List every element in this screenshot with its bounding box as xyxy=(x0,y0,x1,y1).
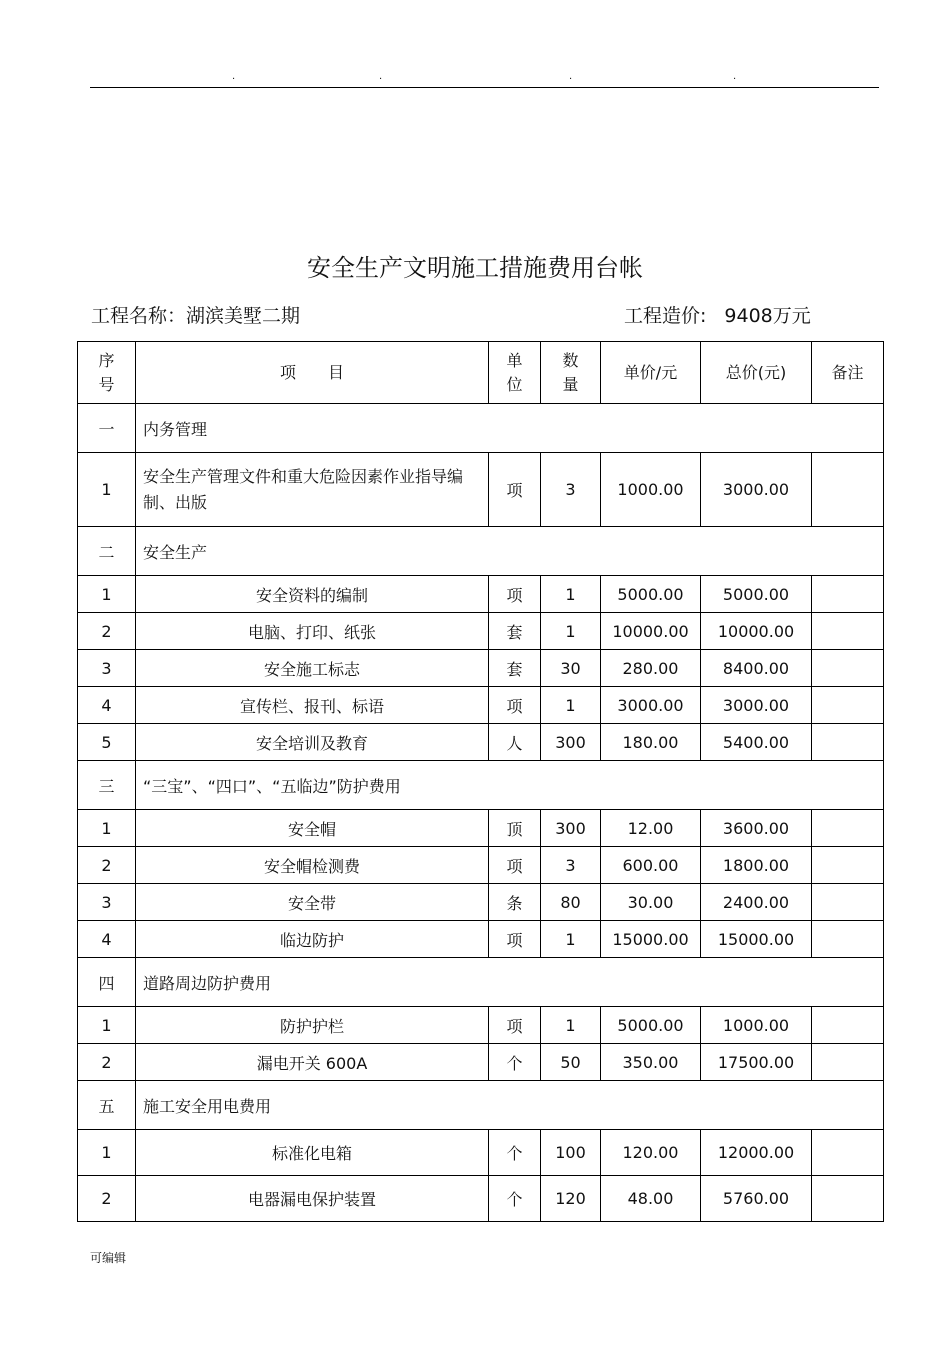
row-total: 15000.00 xyxy=(701,921,812,958)
row-item: 标准化电箱 xyxy=(136,1130,489,1176)
row-price: 5000.00 xyxy=(601,576,701,613)
section-row xyxy=(78,527,884,576)
row-note xyxy=(812,884,884,921)
row-note xyxy=(812,921,884,958)
table-row xyxy=(78,1044,884,1081)
row-price: 1000.00 xyxy=(601,453,701,527)
column-header: 备注 xyxy=(812,342,884,404)
row-total: 5760.00 xyxy=(701,1176,812,1222)
row-note xyxy=(812,1007,884,1044)
row-qty: 50 xyxy=(541,1044,601,1081)
row-total: 3000.00 xyxy=(701,453,812,527)
row-note xyxy=(812,847,884,884)
row-qty: 1 xyxy=(541,921,601,958)
row-price: 12.00 xyxy=(601,810,701,847)
row-note xyxy=(812,453,884,527)
row-item: 宣传栏、报刊、标语 xyxy=(136,687,489,724)
column-header: 数量 xyxy=(541,342,601,404)
cost-info xyxy=(624,301,811,328)
row-note xyxy=(812,1176,884,1222)
row-unit: 套 xyxy=(489,650,541,687)
row-item: 安全资料的编制 xyxy=(136,576,489,613)
row-total: 8400.00 xyxy=(701,650,812,687)
row-unit: 项 xyxy=(489,1007,541,1044)
table-row xyxy=(78,687,884,724)
row-item: 临边防护 xyxy=(136,921,489,958)
row-price: 30.00 xyxy=(601,884,701,921)
row-qty: 100 xyxy=(541,1130,601,1176)
row-no: 2 xyxy=(78,613,136,650)
row-unit: 项 xyxy=(489,453,541,527)
row-no: 1 xyxy=(78,1130,136,1176)
row-price: 600.00 xyxy=(601,847,701,884)
row-no: 4 xyxy=(78,921,136,958)
row-qty: 300 xyxy=(541,724,601,761)
cost-label: 工程造价: xyxy=(624,305,707,327)
row-qty: 1 xyxy=(541,1007,601,1044)
column-header: 项 目 xyxy=(136,342,489,404)
row-unit: 项 xyxy=(489,576,541,613)
row-total: 1000.00 xyxy=(701,1007,812,1044)
row-price: 350.00 xyxy=(601,1044,701,1081)
row-no: 1 xyxy=(78,810,136,847)
document-title: 安全生产文明施工措施费用台帐 xyxy=(307,254,643,282)
row-item: 漏电开关 600A xyxy=(136,1044,489,1081)
table-row xyxy=(78,1176,884,1222)
row-item: 安全带 xyxy=(136,884,489,921)
section-row xyxy=(78,1081,884,1130)
row-no: 2 xyxy=(78,1176,136,1222)
table-row xyxy=(78,884,884,921)
row-unit: 项 xyxy=(489,847,541,884)
row-unit: 个 xyxy=(489,1130,541,1176)
ledger-table xyxy=(77,341,884,1222)
row-note xyxy=(812,576,884,613)
row-price: 10000.00 xyxy=(601,613,701,650)
section-index: 三 xyxy=(78,761,136,810)
row-unit: 套 xyxy=(489,613,541,650)
table-row xyxy=(78,1007,884,1044)
row-total: 3000.00 xyxy=(701,687,812,724)
row-total: 17500.00 xyxy=(701,1044,812,1081)
row-item: 安全培训及教育 xyxy=(136,724,489,761)
row-note xyxy=(812,1044,884,1081)
section-name: “三宝”、“四口”、“五临边”防护费用 xyxy=(136,761,884,810)
row-note xyxy=(812,1130,884,1176)
column-header: 单位 xyxy=(489,342,541,404)
row-unit: 项 xyxy=(489,687,541,724)
row-price: 280.00 xyxy=(601,650,701,687)
project-info xyxy=(91,301,300,328)
footer-text: 可编辑 xyxy=(90,1251,127,1265)
header-mark: . xyxy=(379,71,383,82)
section-index: 五 xyxy=(78,1081,136,1130)
table-row xyxy=(78,724,884,761)
row-note xyxy=(812,650,884,687)
row-unit: 个 xyxy=(489,1176,541,1222)
row-item: 安全帽 xyxy=(136,810,489,847)
row-item: 电器漏电保护装置 xyxy=(136,1176,489,1222)
table-row xyxy=(78,613,884,650)
row-unit: 顶 xyxy=(489,810,541,847)
table-row xyxy=(78,847,884,884)
row-item: 防护护栏 xyxy=(136,1007,489,1044)
row-qty: 80 xyxy=(541,884,601,921)
row-no: 3 xyxy=(78,884,136,921)
row-note xyxy=(812,613,884,650)
column-header: 单价/元 xyxy=(601,342,701,404)
table-row xyxy=(78,1130,884,1176)
row-price: 5000.00 xyxy=(601,1007,701,1044)
section-name: 施工安全用电费用 xyxy=(136,1081,884,1130)
row-unit: 项 xyxy=(489,921,541,958)
row-qty: 30 xyxy=(541,650,601,687)
row-no: 3 xyxy=(78,650,136,687)
row-note xyxy=(812,724,884,761)
row-unit: 人 xyxy=(489,724,541,761)
row-price: 48.00 xyxy=(601,1176,701,1222)
row-qty: 1 xyxy=(541,687,601,724)
column-header: 总价(元) xyxy=(701,342,812,404)
section-row xyxy=(78,958,884,1007)
row-no: 2 xyxy=(78,847,136,884)
row-item: 电脑、打印、纸张 xyxy=(136,613,489,650)
row-item: 安全帽检测费 xyxy=(136,847,489,884)
row-note xyxy=(812,687,884,724)
row-note xyxy=(812,810,884,847)
row-total: 3600.00 xyxy=(701,810,812,847)
row-qty: 3 xyxy=(541,453,601,527)
section-index: 二 xyxy=(78,527,136,576)
row-no: 5 xyxy=(78,724,136,761)
row-unit: 条 xyxy=(489,884,541,921)
section-name: 安全生产 xyxy=(136,527,884,576)
header-mark: . xyxy=(232,71,236,82)
row-no: 1 xyxy=(78,576,136,613)
row-unit: 个 xyxy=(489,1044,541,1081)
table-header-row xyxy=(78,342,884,404)
section-index: 一 xyxy=(78,404,136,453)
header-mark: . xyxy=(569,71,573,82)
section-row xyxy=(78,404,884,453)
row-item: 安全生产管理文件和重大危险因素作业指导编制、出版 xyxy=(136,453,489,527)
section-index: 四 xyxy=(78,958,136,1007)
row-qty: 1 xyxy=(541,613,601,650)
row-qty: 3 xyxy=(541,847,601,884)
row-no: 1 xyxy=(78,1007,136,1044)
row-price: 15000.00 xyxy=(601,921,701,958)
row-qty: 1 xyxy=(541,576,601,613)
row-no: 1 xyxy=(78,453,136,527)
project-name: 湖滨美墅二期 xyxy=(186,305,301,327)
section-name: 道路周边防护费用 xyxy=(136,958,884,1007)
row-total: 12000.00 xyxy=(701,1130,812,1176)
row-qty: 300 xyxy=(541,810,601,847)
row-total: 2400.00 xyxy=(701,884,812,921)
row-no: 2 xyxy=(78,1044,136,1081)
section-row xyxy=(78,761,884,810)
row-price: 180.00 xyxy=(601,724,701,761)
row-total: 1800.00 xyxy=(701,847,812,884)
row-no: 4 xyxy=(78,687,136,724)
table-row xyxy=(78,576,884,613)
header-mark: . xyxy=(733,71,737,82)
project-label: 工程名称： xyxy=(91,305,187,327)
row-qty: 120 xyxy=(541,1176,601,1222)
table-row xyxy=(78,810,884,847)
row-price: 3000.00 xyxy=(601,687,701,724)
row-price: 120.00 xyxy=(601,1130,701,1176)
cost-value: 9408万元 xyxy=(724,305,811,327)
table-row xyxy=(78,650,884,687)
row-total: 5400.00 xyxy=(701,724,812,761)
row-total: 10000.00 xyxy=(701,613,812,650)
header-rule xyxy=(90,87,879,88)
table-row xyxy=(78,453,884,527)
row-total: 5000.00 xyxy=(701,576,812,613)
section-name: 内务管理 xyxy=(136,404,884,453)
table-row xyxy=(78,921,884,958)
row-item: 安全施工标志 xyxy=(136,650,489,687)
column-header: 序号 xyxy=(78,342,136,404)
